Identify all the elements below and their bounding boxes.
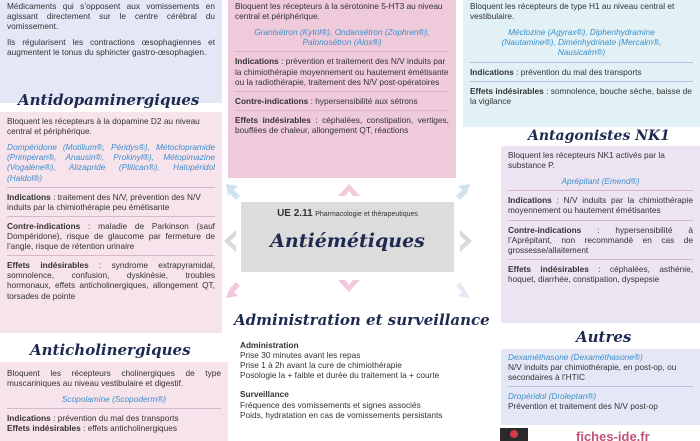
ue-label: UE 2.11 Pharmacologie et thérapeutiques — [277, 208, 418, 219]
arrow-down-icon — [338, 280, 360, 292]
nk1-indications: Indications : N/V induits par la chimiothérapie moyennement ou hautement émétisantes — [508, 195, 693, 216]
nk1-drugs: Aprépitant (Emend®) — [561, 176, 640, 187]
antichol-effects: Effets indésirables : effets anticholinergiques — [7, 423, 178, 434]
setrons-effects: Effets indésirables : céphalées, constipation, vertiges, bouffées de chaleur, allongement QT, réactions — [235, 114, 449, 135]
logo-mark-icon — [510, 430, 518, 438]
admin-line-1: Prise 30 minutes avant les repas — [240, 350, 361, 361]
arrow-downleft-icon — [226, 282, 240, 298]
admin-label: Administration — [240, 340, 299, 350]
arrow-downright-icon — [456, 282, 470, 298]
administration-box — [232, 334, 494, 441]
antidopa-drugs: Dompéridone (Motilium®, Péridys®), Métoclopramide (Primpéran®, Anausin®, Prokinyl®), Métopimazine (Vogalène®), Alizapride (Plitican®), Halopéridol (Haldol®) — [7, 142, 215, 183]
autres-drug-1: Dexaméthasone (Dexaméthasone®) — [508, 352, 643, 362]
setrons-indications: Indications : prévention et traitement des N/V induits par la chimiothérapie moyennement ou hautement émétisante ou la radiothérapie, traitement des N/V post-opératoires — [235, 56, 449, 87]
autres-drug-2: Dropéridol (Droleptan®) — [508, 391, 597, 402]
antidopa-contra: Contre-indications : maladie de Parkinson (sauf Dompéridone), risque de glaucome par fermeture de l’angle, risque de rétention urinaire — [7, 220, 215, 252]
setrons-drugs: Granisétron (Kytril®), Ondansétron (Zophren®), Palonosétron (Alox®) — [254, 27, 430, 48]
anticholinergiques-box — [0, 362, 228, 441]
arrow-right-icon — [460, 230, 472, 252]
intro-box — [0, 0, 222, 103]
setrons-contra: Contre-indications : hypersensibilité aux sétrons — [235, 95, 418, 106]
antidopaminergiques-box — [0, 112, 222, 333]
antichol-indications: Indications : prévention du mal des transports — [7, 413, 179, 424]
antidopa-effects: Effets indésirables : syndrome extrapyramidal, somnolence, confusion, dyskinésie, troubles hormonaux, effets anticholinergiques, allongement QT, torsades de pointe — [7, 260, 215, 301]
setrons-box — [228, 0, 456, 178]
antihisto-drugs: Méclozine (Agyrax®), Diphenhydramine (Nautamine®), Diménhydrinate (Mercalm®, Nausicalm®) — [501, 27, 662, 58]
autres-title: Autres — [576, 328, 632, 346]
surv-label: Surveillance — [240, 389, 289, 400]
admin-line-3: Posologie la + faible et durée du traitement la + courte — [240, 370, 440, 381]
arrow-left-icon — [224, 230, 236, 252]
antihisto-desc: Bloquent les récepteurs de type H1 au niveau central et vestibulaire. — [470, 1, 675, 22]
arrow-up-icon — [338, 184, 360, 196]
site-link[interactable]: fiches-ide.fr — [576, 429, 650, 441]
antidopaminergiques-title: Antidopaminergiques — [18, 91, 200, 109]
antihisto-effects: Effets indésirables : somnolence, bouche sèche, baisse de la vigilance — [470, 85, 692, 106]
nk1-box — [501, 146, 700, 323]
administration-title: Administration et surveillance — [234, 311, 490, 329]
autres-text-1: N/V induits par chimiothérapie, en post-op, ou secondaires à l’HTIC — [508, 362, 677, 383]
nk1-effects: Effets indésirables : céphalées, asthénie, hoquet, diarrhée, constipation, dyspepsie — [508, 263, 693, 284]
surv-line-1: Fréquence des vomissements et signes associés — [240, 399, 421, 410]
antidopa-desc: Bloquent les récepteurs à la dopamine D2 au niveau central et périphérique. — [7, 116, 200, 137]
surv-line-2: Poids, hydratation en cas de vomissements persistants — [240, 409, 443, 420]
antichol-desc: Bloquent les récepteurs cholinergiques de type muscariniques au niveau vestibulaire et digestif. — [7, 368, 221, 389]
intro-text-1: Médicaments qui s’opposent aux vomissements en agissant directement sur le centre cérébral du vomissement. — [7, 1, 215, 32]
nk1-desc: Bloquent les récepteurs NK1 activés par la substance P. — [508, 150, 665, 171]
antihistaminiques-box — [463, 0, 700, 127]
anticholinergiques-title: Anticholinergiques — [30, 341, 191, 359]
page-title: Antiémétiques — [270, 230, 425, 252]
antihisto-indications: Indications : prévention du mal des transports — [470, 66, 642, 77]
admin-line-2: Prise 1 à 2h avant la cure de chimiothérapie — [240, 360, 402, 371]
autres-box — [501, 349, 700, 425]
arrow-upleft-icon — [226, 184, 240, 200]
center-panel — [241, 202, 454, 272]
nk1-title: Antagonistes NK1 — [528, 128, 670, 144]
antidopa-indications: Indications : traitement des N/V, prévention des N/V induits par la chimiothérapie peu émétisante — [7, 191, 201, 212]
antichol-drugs: Scopolamine (Scopoderm®) — [61, 394, 167, 405]
intro-text-2: Ils régularisent les contractions œsophagiennes et augmentent le tonus du sphincter gastro-œsophagien. — [7, 37, 215, 58]
autres-text-2: Prévention et traitement des N/V post-op — [508, 401, 658, 412]
arrow-upright-icon — [456, 184, 470, 200]
setrons-desc: Bloquent les récepteurs à la sérotonine 5-HT3 au niveau central et périphérique. — [235, 1, 443, 22]
nk1-contra: Contre-indications : hypersensibilité à l’Aprépitant, non recommandé en cas de grossesse/allaitement — [508, 224, 693, 255]
